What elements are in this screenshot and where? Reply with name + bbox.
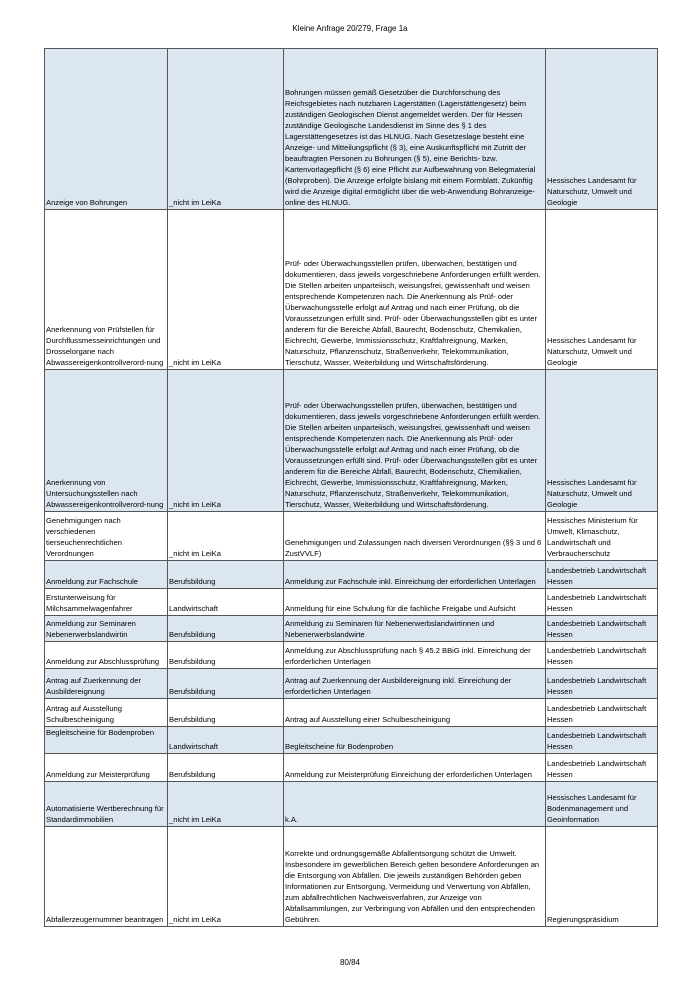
service-authority: Regierungspräsidium (546, 827, 658, 927)
table-row (45, 512, 658, 561)
service-authority: Landesbetrieb Landwirtschaft Hessen (546, 754, 658, 782)
service-name: Antrag auf Ausstellung Schulbescheinigung (45, 699, 168, 727)
service-authority: Hessisches Landesamt für Bodenmanagement und Geoinformation (546, 782, 658, 827)
service-description: Anmeldung für eine Schulung für die fachliche Freigabe und Aufsicht (284, 589, 546, 616)
service-category: Berufsbildung (168, 616, 284, 642)
service-name: Anzeige von Bohrungen (45, 49, 168, 210)
service-authority: Landesbetrieb Landwirtschaft Hessen (546, 642, 658, 669)
service-description: k.A. (284, 782, 546, 827)
service-name: Anerkennung von Prüfstellen für Durchflussmesseinrichtungen und Drosselorgane nach Abwassereigenkontrollverord-nung (45, 210, 168, 370)
service-description: Korrekte und ordnungsgemäße Abfallentsorgung schützt die Umwelt. Insbesondere im gewerblichen Bereich gelten besondere Anforderungen an die Entsorgung von Abfällen. Die jeweils zuständigen Behörden geben Informationen zur Entsorgung, Vermeidung und Verwertung von Abfällen, zum abfallrechtlichen Nachweisverfahren, zur Anzeige von Abfallsammlungen, zur Verbringung von Abfällen und den entsprechenden Gebühren. (284, 827, 546, 927)
service-category: Berufsbildung (168, 642, 284, 669)
service-name: Genehmigungen nach verschiedenen tierseuchenrechtlichen Verordnungen (45, 512, 168, 561)
table-row (45, 49, 658, 210)
service-name: Anmeldung zur Seminaren Nebenerwerbslandwirtin (45, 616, 168, 642)
service-authority: Hessisches Ministerium für Umwelt, Klimaschutz, Landwirtschaft und Verbraucherschutz (546, 512, 658, 561)
page-number: 80/84 (339, 958, 361, 967)
service-category: Landwirtschaft (168, 589, 284, 616)
service-authority: Landesbetrieb Landwirtschaft Hessen (546, 616, 658, 642)
service-category: Landwirtschaft (168, 727, 284, 754)
table-row (45, 669, 658, 699)
table-row (45, 616, 658, 642)
service-description: Genehmigungen und Zulassungen nach diversen Verordnungen (§§ 3 und 6 ZustVVLF) (284, 512, 546, 561)
services-table (44, 48, 658, 927)
service-name: Antrag auf Zuerkennung der Ausbildereignung (45, 669, 168, 699)
service-category: _nicht im LeiKa (168, 782, 284, 827)
service-name: Abfallerzeugernummer beantragen (45, 827, 168, 927)
service-description: Anmeldung zur Abschlussprüfung nach § 45.2 BBiG inkl. Einreichung der erforderlichen Unterlagen (284, 642, 546, 669)
service-description: Anmeldung zu Seminaren für Nebenerwerbslandwirtinnen und Nebenerwerbslandwirte (284, 616, 546, 642)
service-authority: Landesbetrieb Landwirtschaft Hessen (546, 699, 658, 727)
service-description: Anmeldung zur Meisterprüfung Einreichung der erforderlichen Unterlagen (284, 754, 546, 782)
service-description: Prüf- oder Überwachungsstellen prüfen, überwachen, bestätigen und dokumentieren, dass jeweils vorgeschriebene Anforderungen erfüllt werden. Die Stellen arbeiten unparteiisch, weisungsfrei, gewissenhaft und weisen entsprechende Kompetenzen nach. Die Anerkennung als Prüf- oder Überwachungsstelle erfolgt auf Antrag und nach einer Prüfung, ob die Voraussetzungen erfüllt sind. Prüf- oder Überwachungsstellen gibt es unter anderem für die Bereiche Abfall, Baurecht, Bodenschutz, Chemikalien, Eichrecht, Gewerbe, Immissionsschutz, Kraftfahreignung, Marken, Naturschutz, Pflanzenschutz, Straßenverkehr, Telekommunikation, Tierschutz, Wasser, Weiterbildung und Wirtschaftsförderung. (284, 370, 546, 512)
page-header: Kleine Anfrage 20/279, Frage 1a (292, 24, 408, 33)
service-name: Anerkennung von Untersuchungsstellen nach Abwassereigenkontrollverord-nung (45, 370, 168, 512)
table-row (45, 699, 658, 727)
service-name: Anmeldung zur Abschlussprüfung (45, 642, 168, 669)
service-category: _nicht im LeiKa (168, 827, 284, 927)
service-description: Antrag auf Zuerkennung der Ausbildereignung inkl. Einreichung der erforderlichen Unterlagen (284, 669, 546, 699)
service-category: Berufsbildung (168, 754, 284, 782)
table-row (45, 727, 658, 754)
table-row (45, 827, 658, 927)
service-description: Begleitscheine für Bodenproben (284, 727, 546, 754)
service-name: Automatisierte Wertberechnung für Standardimmobilien (45, 782, 168, 827)
table-row (45, 370, 658, 512)
service-name: Begleitscheine für Bodenproben (45, 727, 168, 754)
table-row (45, 210, 658, 370)
service-authority: Landesbetrieb Landwirtschaft Hessen (546, 669, 658, 699)
service-category: Berufsbildung (168, 669, 284, 699)
service-category: _nicht im LeiKa (168, 210, 284, 370)
service-description: Antrag auf Ausstellung einer Schulbescheinigung (284, 699, 546, 727)
service-authority: Hessisches Landesamt für Naturschutz, Umwelt und Geologie (546, 49, 658, 210)
service-description: Prüf- oder Überwachungsstellen prüfen, überwachen, bestätigen und dokumentieren, dass jeweils vorgeschriebene Anforderungen erfüllt werden. Die Stellen arbeiten unparteiisch, weisungsfrei, gewissenhaft und weisen entsprechende Kompetenzen nach. Die Anerkennung als Prüf- oder Überwachungsstelle erfolgt auf Antrag und nach einer Prüfung, ob die Voraussetzungen erfüllt sind. Prüf- oder Überwachungsstellen gibt es unter anderem für die Bereiche Abfall, Baurecht, Bodenschutz, Chemikalien, Eichrecht, Gewerbe, Immissionsschutz, Kraftfahreignung, Marken, Naturschutz, Pflanzenschutz, Straßenverkehr, Telekommunikation, Tierschutz, Wasser, Weiterbildung und Wirtschaftsförderung. (284, 210, 546, 370)
service-authority: Hessisches Landesamt für Naturschutz, Umwelt und Geologie (546, 210, 658, 370)
service-category: _nicht im LeiKa (168, 370, 284, 512)
table-row (45, 642, 658, 669)
service-name: Anmeldung zur Fachschule (45, 561, 168, 589)
table-row (45, 754, 658, 782)
service-authority: Landesbetrieb Landwirtschaft Hessen (546, 589, 658, 616)
service-category: Berufsbildung (168, 561, 284, 589)
service-category: _nicht im LeiKa (168, 512, 284, 561)
service-category: Berufsbildung (168, 699, 284, 727)
table-row (45, 589, 658, 616)
table-row (45, 782, 658, 827)
service-authority: Landesbetrieb Landwirtschaft Hessen (546, 727, 658, 754)
service-authority: Hessisches Landesamt für Naturschutz, Umwelt und Geologie (546, 370, 658, 512)
service-name: Anmeldung zur Meisterprüfung (45, 754, 168, 782)
table-row (45, 561, 658, 589)
service-authority: Landesbetrieb Landwirtschaft Hessen (546, 561, 658, 589)
service-name: Erstunterweisung für Milchsammelwagenfahrer (45, 589, 168, 616)
service-description: Anmeldung zur Fachschule inkl. Einreichung der erforderlichen Unterlagen (284, 561, 546, 589)
service-description: Bohrungen müssen gemäß Gesetzüber die Durchforschung des Reichsgebietes nach nutzbaren Lagerstätten (Lagerstättengesetz) beim zuständigen Geologischen Dienst angemeldet werden. Der für Hessen zuständige Geologische Landesdienst im Sinne des § 1 des Lagerstättengesetzes ist das HLNUG. Nach Gesetzeslage besteht eine Anzeige- und Mitteilungspflicht (§ 3), eine Auskunftspflicht mit Zutritt der beauftragten Personen zu Bohrungen (§ 5), eine Berichts- bzw. Kartenvorlagepflicht (§ 6) eine Pflicht zur Aufbewahrung von Belegmaterial (Bohrproben). Die Anzeige erfolgte bislang mit einem Formblatt. Zukünftig wird die Anzeige digital ermöglicht über die web-Anwendung Bohranzeige-online des HLNUG. (284, 49, 546, 210)
service-category: _nicht im LeiKa (168, 49, 284, 210)
